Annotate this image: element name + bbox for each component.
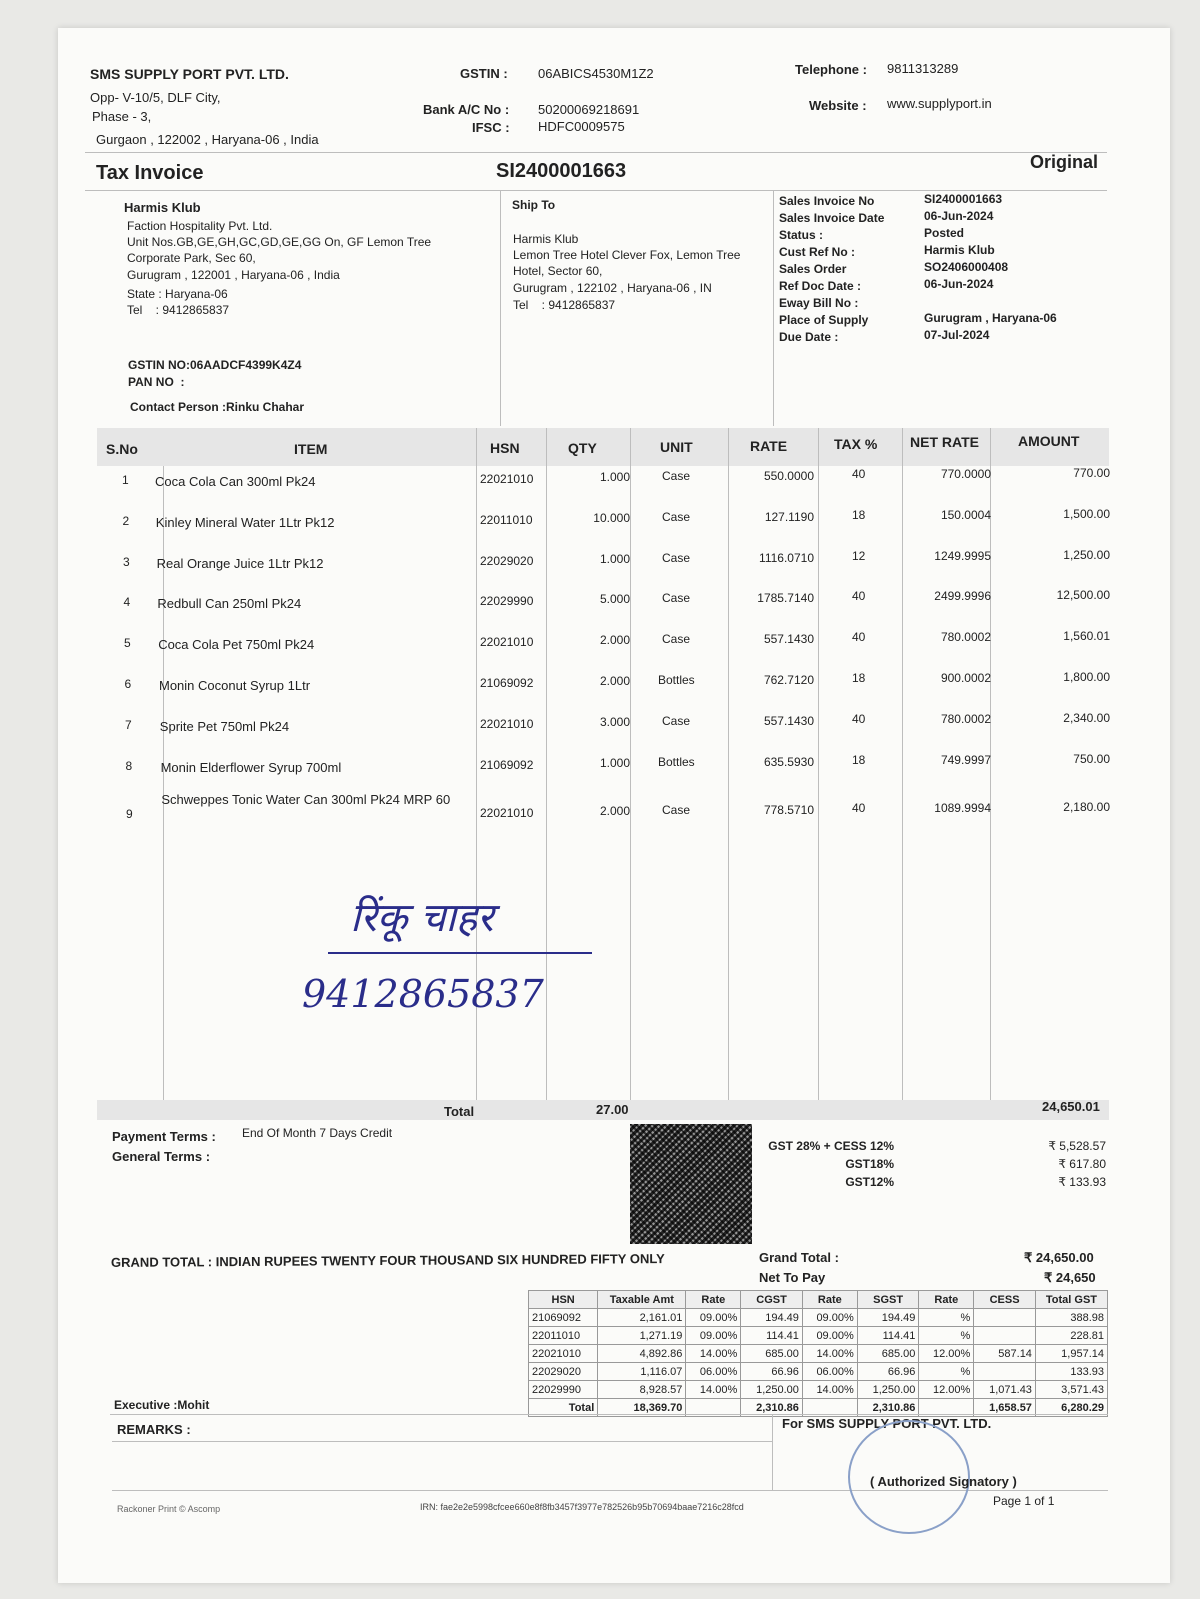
cell-amount: 1,560.01 <box>1063 629 1110 644</box>
meta-value: SI2400001663 <box>924 192 1003 206</box>
gst-cell: 1,250.00 <box>857 1381 919 1399</box>
bank-account: 50200069218691 <box>538 102 640 117</box>
cell-qty: 3.000 <box>599 714 630 729</box>
tax-summary-value: ₹ 5,528.57 <box>1048 1139 1106 1153</box>
ship-to-line-4: Tel : 9412865837 <box>513 298 616 312</box>
gst-cell: 133.93 <box>1035 1363 1107 1381</box>
meta-label: Cust Ref No : <box>779 245 855 259</box>
cell-sno: 1 <box>122 473 129 487</box>
meta-value: Gurugram , Haryana-06 <box>924 311 1057 325</box>
col-amount: AMOUNT <box>1018 433 1080 449</box>
cell-sno: 9 <box>126 807 133 822</box>
gst-cell: 22029990 <box>529 1381 598 1399</box>
cell-rate: 778.5710 <box>763 803 814 818</box>
ship-to-name: Harmis Klub <box>513 232 579 246</box>
gst-cell: 194.49 <box>741 1309 803 1327</box>
gst-cell: 114.41 <box>741 1327 803 1345</box>
cell-net-rate: 150.0004 <box>940 507 991 522</box>
cell-net-rate: 749.9997 <box>940 752 991 767</box>
cell-qty: 2.000 <box>599 633 630 648</box>
invoice-number: SI2400001663 <box>496 160 627 182</box>
cell-rate: 557.1430 <box>763 713 814 728</box>
gst-row <box>529 1345 1108 1363</box>
gst-total-cell: Total <box>529 1399 598 1417</box>
ship-to-line-2: Hotel, Sector 60, <box>513 264 603 278</box>
ship-to-line-1: Lemon Tree Hotel Clever Fox, Lemon Tree <box>513 248 741 262</box>
cell-qty: 5.000 <box>599 592 630 607</box>
gst-col-header: SGST <box>857 1291 919 1309</box>
gst-cell: 09.00% <box>686 1309 741 1327</box>
cell-unit: Case <box>662 713 691 728</box>
gst-col-header: Taxable Amt <box>598 1291 686 1309</box>
telephone-label: Telephone : <box>795 62 867 77</box>
total-amount: 24,650.01 <box>1042 1099 1100 1114</box>
meta-label: Ref Doc Date : <box>779 279 862 293</box>
gst-col-header: Rate <box>802 1291 857 1309</box>
cell-hsn: 22021010 <box>480 806 534 821</box>
gst-col-header: Total GST <box>1035 1291 1107 1309</box>
cell-unit: Case <box>662 632 691 647</box>
gst-cell: 22011010 <box>529 1327 598 1345</box>
gst-cell <box>974 1309 1036 1327</box>
cell-amount: 2,340.00 <box>1063 710 1110 725</box>
gst-cell: 22029020 <box>529 1363 598 1381</box>
meta-label: Sales Order <box>779 262 847 276</box>
gst-cell: 4,892.86 <box>598 1345 686 1363</box>
cell-tax: 18 <box>852 507 866 522</box>
cell-sno: 4 <box>123 595 131 610</box>
cell-qty: 2.000 <box>599 674 630 688</box>
cell-net-rate: 770.0000 <box>940 467 991 481</box>
cell-amount: 1,800.00 <box>1063 670 1110 684</box>
gst-cell: 1,116.07 <box>598 1363 686 1381</box>
gst-cell: 66.96 <box>857 1363 919 1381</box>
gst-row <box>529 1381 1108 1399</box>
gst-cell: 194.49 <box>857 1309 919 1327</box>
meta-label: Due Date : <box>779 330 839 344</box>
cell-item: Monin Elderflower Syrup 700ml <box>160 759 342 775</box>
executive: Executive :Mohit <box>114 1398 210 1412</box>
gst-col-header: HSN <box>529 1291 598 1309</box>
cell-sno: 6 <box>124 677 132 691</box>
company-gstin: 06ABICS4530M1Z2 <box>538 66 654 81</box>
total-qty: 27.00 <box>596 1102 629 1117</box>
gst-cell: 06.00% <box>686 1363 741 1381</box>
cell-hsn: 21069092 <box>480 676 534 690</box>
gst-cell: 114.41 <box>857 1327 919 1345</box>
payment-terms-label: Payment Terms : <box>112 1129 216 1144</box>
cell-net-rate: 2499.9996 <box>934 589 991 604</box>
meta-value: Harmis Klub <box>924 243 995 257</box>
contact-person: Contact Person :Rinku Chahar <box>130 400 305 414</box>
gst-cell: 685.00 <box>741 1345 803 1363</box>
irn: IRN: fae2e2e5998cfcee660e8f8fb3457f3977e782526b95b70694baae7216c28fcd <box>420 1502 744 1512</box>
gst-cell: 587.14 <box>974 1345 1036 1363</box>
gst-col-header: Rate <box>686 1291 741 1309</box>
meta-label: Status : <box>779 228 824 242</box>
gst-total-cell: 1,658.57 <box>974 1399 1036 1417</box>
gst-cell: 06.00% <box>802 1363 857 1381</box>
gst-cell: % <box>919 1327 974 1345</box>
cell-net-rate: 780.0002 <box>940 711 991 726</box>
cell-sno: 5 <box>124 636 131 651</box>
cell-tax: 40 <box>852 801 866 816</box>
bill-to-line-1: Faction Hospitality Pvt. Ltd. <box>127 219 273 233</box>
cell-qty: 10.000 <box>593 510 630 525</box>
cell-qty: 1.000 <box>599 551 630 566</box>
col-tax: TAX % <box>834 436 878 452</box>
company-address-3: Gurgaon , 122002 , Haryana-06 , India <box>96 132 319 147</box>
cell-hsn: 21069092 <box>480 757 534 772</box>
bill-to-gstin: GSTIN NO:06AADCF4399K4Z4 <box>128 358 302 372</box>
cell-sno: 2 <box>122 513 130 528</box>
gst-col-header: CESS <box>974 1291 1036 1309</box>
for-company: For SMS SUPPLY PORT PVT. LTD. <box>782 1416 992 1431</box>
tax-summary-label: GST12% <box>845 1175 894 1189</box>
cell-item: Coca Cola Pet 750ml Pk24 <box>158 637 315 653</box>
gst-cell: 1,957.14 <box>1035 1345 1107 1363</box>
cell-qty: 1.000 <box>599 470 630 484</box>
cell-net-rate: 1249.9995 <box>934 548 991 563</box>
cell-amount: 1,500.00 <box>1063 506 1110 521</box>
cell-tax: 40 <box>852 467 866 481</box>
company-address-1: Opp- V-10/5, DLF City, <box>90 90 221 105</box>
gst-cell <box>974 1327 1036 1345</box>
gst-cell: 1,250.00 <box>741 1381 803 1399</box>
meta-label: Sales Invoice Date <box>779 211 885 225</box>
cell-sno: 7 <box>125 717 132 732</box>
cell-hsn: 22021010 <box>480 472 534 486</box>
cell-rate: 550.0000 <box>763 469 814 483</box>
gst-cell: 12.00% <box>919 1345 974 1363</box>
company-name: SMS SUPPLY PORT PVT. LTD. <box>90 66 289 82</box>
col-qty: QTY <box>568 440 597 456</box>
gst-cell: 14.00% <box>686 1381 741 1399</box>
cell-qty: 1.000 <box>599 755 630 770</box>
cell-rate: 557.1430 <box>763 632 814 647</box>
ifsc-label: IFSC : <box>472 120 510 135</box>
gst-cell: 22021010 <box>529 1345 598 1363</box>
cell-rate: 635.5930 <box>763 754 814 769</box>
handwritten-name: रिंकू चाहर <box>350 895 494 941</box>
gst-row <box>529 1327 1108 1345</box>
meta-label: Eway Bill No : <box>779 296 859 310</box>
cell-item: Sprite Pet 750ml Pk24 <box>159 718 290 734</box>
gst-total-cell: 2,310.86 <box>741 1399 803 1417</box>
gst-cell: 1,071.43 <box>974 1381 1036 1399</box>
gst-cell: 12.00% <box>919 1381 974 1399</box>
cell-sno: 8 <box>125 758 133 773</box>
bill-to-name: Harmis Klub <box>124 200 201 215</box>
cell-tax: 12 <box>852 548 866 563</box>
gst-col-header: CGST <box>741 1291 803 1309</box>
tax-summary-value: ₹ 617.80 <box>1058 1157 1106 1171</box>
cell-unit: Case <box>662 803 691 818</box>
amount-in-words: GRAND TOTAL : INDIAN RUPEES TWENTY FOUR THOUSAND SIX HUNDRED FIFTY ONLY <box>110 1251 665 1270</box>
cell-item: Monin Coconut Syrup 1Ltr <box>159 678 311 693</box>
website-label: Website : <box>809 98 867 113</box>
col-rate: RATE <box>750 438 788 454</box>
gst-breakup-table <box>528 1290 1108 1417</box>
col-item: ITEM <box>294 441 328 457</box>
cell-unit: Bottles <box>658 754 695 769</box>
col-hsn: HSN <box>490 440 520 456</box>
gst-cell <box>974 1363 1036 1381</box>
tax-summary-label: GST 28% + CESS 12% <box>768 1139 894 1153</box>
cell-tax: 40 <box>852 630 866 645</box>
copy-label: Original <box>1030 152 1099 172</box>
col-sno: S.No <box>106 441 138 457</box>
cell-item: Redbull Can 250ml Pk24 <box>157 596 302 612</box>
meta-value: 07-Jul-2024 <box>924 328 990 342</box>
gst-cell: 21069092 <box>529 1309 598 1327</box>
bill-to-line-4: Gurugram , 122001 , Haryana-06 , India <box>127 268 340 282</box>
gst-cell: 685.00 <box>857 1345 919 1363</box>
cell-hsn: 22029020 <box>480 553 534 568</box>
handwritten-phone: 9412865837 <box>302 972 544 1016</box>
cell-hsn: 22029990 <box>480 594 534 609</box>
page-number: Page 1 of 1 <box>993 1494 1055 1508</box>
gst-col-header: Rate <box>919 1291 974 1309</box>
cell-net-rate: 1089.9994 <box>934 801 991 816</box>
cell-rate: 1116.0710 <box>759 550 814 565</box>
meta-value: SO2406000408 <box>924 260 1009 274</box>
cell-amount: 2,180.00 <box>1063 800 1110 815</box>
gst-cell: 09.00% <box>686 1327 741 1345</box>
bill-to-line-2: Unit Nos.GB,GE,GH,GC,GD,GE,GG On, GF Lemon Tree <box>127 235 432 249</box>
gst-cell: 1,271.19 <box>598 1327 686 1345</box>
gst-cell: 09.00% <box>802 1309 857 1327</box>
bill-to-pan: PAN NO : <box>128 375 185 389</box>
ifsc-code: HDFC0009575 <box>538 119 625 134</box>
cell-item: Real Orange Juice 1Ltr Pk12 <box>156 555 324 571</box>
bill-to-line-5: State : Haryana-06 <box>127 287 228 301</box>
gst-row <box>529 1363 1108 1381</box>
grand-total-label: Grand Total : <box>759 1250 839 1265</box>
document-title: Tax Invoice <box>96 162 204 184</box>
cell-tax: 40 <box>852 711 866 726</box>
authorized-signatory: ( Authorized Signatory ) <box>870 1474 1017 1489</box>
gst-row <box>529 1309 1108 1327</box>
general-terms-label: General Terms : <box>112 1149 211 1164</box>
gst-cell: 3,571.43 <box>1035 1381 1107 1399</box>
cell-amount: 770.00 <box>1073 466 1110 480</box>
cell-unit: Case <box>662 469 691 483</box>
remarks-label: REMARKS : <box>117 1422 191 1437</box>
cell-hsn: 22011010 <box>480 512 533 527</box>
cell-net-rate: 780.0002 <box>940 630 991 645</box>
col-unit: UNIT <box>660 439 693 455</box>
footer-software: Rackoner Print © Ascomp <box>117 1504 221 1514</box>
cell-hsn: 22021010 <box>480 635 534 650</box>
gst-cell: % <box>919 1363 974 1381</box>
cell-rate: 762.7120 <box>763 673 814 687</box>
grand-total-value: ₹ 24,650.00 <box>1024 1250 1094 1265</box>
company-address-2: Phase - 3, <box>92 109 152 124</box>
telephone: 9811313289 <box>887 61 959 76</box>
website: www.supplyport.in <box>887 96 992 111</box>
cell-unit: Case <box>662 550 691 565</box>
meta-value: 06-Jun-2024 <box>924 209 994 223</box>
gst-cell: 14.00% <box>686 1345 741 1363</box>
gst-cell: 66.96 <box>741 1363 803 1381</box>
gst-cell: 8,928.57 <box>598 1381 686 1399</box>
gst-cell: 388.98 <box>1035 1309 1107 1327</box>
bill-to-line-3: Corporate Park, Sec 60, <box>127 251 256 265</box>
cell-tax: 18 <box>852 671 866 685</box>
cell-item: Schweppes Tonic Water Can 300ml Pk24 MRP 60 <box>161 792 451 808</box>
meta-label: Place of Supply <box>779 313 869 327</box>
cell-qty: 2.000 <box>599 804 630 819</box>
bill-to-line-6: Tel : 9412865837 <box>127 303 230 317</box>
ship-to-line-3: Gurugram , 122102 , Haryana-06 , IN <box>513 281 712 295</box>
cell-unit: Bottles <box>658 673 695 687</box>
gst-cell: % <box>919 1309 974 1327</box>
gst-total-cell: 6,280.29 <box>1035 1399 1107 1417</box>
cell-amount: 12,500.00 <box>1056 588 1110 603</box>
cell-net-rate: 900.0002 <box>940 671 991 685</box>
bank-label: Bank A/C No : <box>423 102 510 117</box>
tax-summary-label: GST18% <box>845 1157 894 1171</box>
meta-label: Sales Invoice No <box>779 194 875 208</box>
cell-rate: 127.1190 <box>764 509 814 524</box>
gst-cell: 228.81 <box>1035 1327 1107 1345</box>
payment-terms-value: End Of Month 7 Days Credit <box>242 1126 393 1140</box>
gst-total-cell: 18,369.70 <box>598 1399 686 1417</box>
cell-unit: Case <box>662 509 691 524</box>
cell-sno: 3 <box>123 554 130 569</box>
cell-item: Coca Cola Can 300ml Pk24 <box>155 474 316 489</box>
cell-amount: 750.00 <box>1073 751 1110 766</box>
total-label: Total <box>444 1104 475 1119</box>
net-pay-value: ₹ 24,650 <box>1044 1270 1096 1285</box>
gst-cell: 14.00% <box>802 1381 857 1399</box>
gst-cell: 14.00% <box>802 1345 857 1363</box>
cell-tax: 40 <box>852 589 866 604</box>
gst-total-cell: 2,310.86 <box>857 1399 919 1417</box>
meta-value: Posted <box>924 226 965 240</box>
ship-to-label: Ship To <box>512 198 556 212</box>
cell-rate: 1785.7140 <box>757 591 814 606</box>
gst-cell: 09.00% <box>802 1327 857 1345</box>
cell-tax: 18 <box>852 752 866 767</box>
col-net-rate: NET RATE <box>910 434 979 450</box>
net-pay-label: Net To Pay <box>759 1270 826 1285</box>
cell-amount: 1,250.00 <box>1063 547 1110 562</box>
cell-item: Kinley Mineral Water 1Ltr Pk12 <box>155 514 335 530</box>
tax-summary-value: ₹ 133.93 <box>1058 1175 1106 1189</box>
gstin-label: GSTIN : <box>460 66 508 81</box>
cell-unit: Case <box>662 591 691 606</box>
gst-cell: 2,161.01 <box>598 1309 686 1327</box>
meta-value: 06-Jun-2024 <box>924 277 994 291</box>
cell-hsn: 22021010 <box>480 716 534 731</box>
